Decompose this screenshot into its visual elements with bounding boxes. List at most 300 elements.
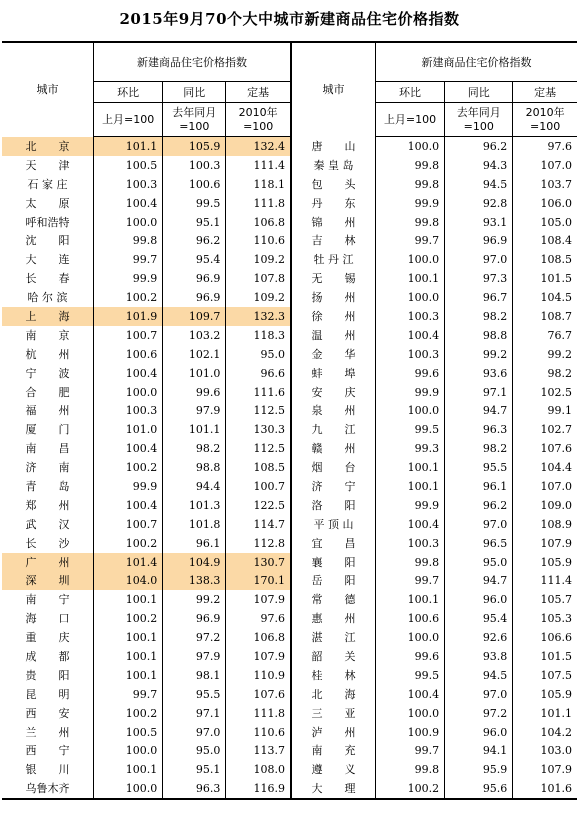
left-mom-cell: 100.3 — [94, 401, 163, 420]
left-yoy-cell: 109.7 — [163, 307, 226, 326]
right-city-cell: 九 江 — [291, 420, 375, 439]
left-city-cell: 长 沙 — [2, 534, 94, 553]
left-mom-cell: 99.9 — [94, 269, 163, 288]
right-city-cell: 常 德 — [291, 590, 375, 609]
left-mom-cell: 100.4 — [94, 364, 163, 383]
table-row — [2, 194, 577, 213]
left-mom-cell: 100.7 — [94, 515, 163, 534]
right-fixed-cell: 105.0 — [540, 215, 572, 229]
left-fixed-cell: 114.7 — [226, 515, 291, 534]
left-mom-cell: 100.2 — [94, 704, 163, 723]
right-fixed-cell: 76.7 — [547, 328, 572, 342]
right-yoy-cell: 93.8 — [445, 647, 513, 666]
right-mom-cell: 99.7 — [375, 231, 444, 250]
left-yoy-cell: 100.6 — [163, 175, 226, 194]
mom-base-left: 上月=100 — [94, 103, 163, 137]
left-city-cell: 呼和浩特 — [2, 213, 94, 232]
left-city-cell: 广 州 — [2, 553, 94, 572]
left-fixed-cell: 132.4 — [226, 137, 291, 156]
right-fixed-cell: 108.7 — [540, 309, 572, 323]
table-row — [2, 439, 577, 458]
right-city-cell: 牡 丹 江 — [291, 250, 375, 269]
left-yoy-cell: 96.2 — [163, 231, 226, 250]
right-fixed-cell: 97.6 — [547, 139, 572, 153]
right-yoy-cell: 96.5 — [445, 534, 513, 553]
left-yoy-cell: 98.2 — [163, 439, 226, 458]
right-mom-cell: 100.0 — [375, 250, 444, 269]
left-mom-cell: 100.0 — [94, 213, 163, 232]
left-mom-cell: 104.0 — [94, 571, 163, 590]
right-city-cell: 泉 州 — [291, 401, 375, 420]
right-fixed-cell: 102.5 — [540, 385, 572, 399]
right-fixed-cell: 108.4 — [540, 234, 572, 248]
left-yoy-cell: 138.3 — [163, 571, 226, 590]
right-city-cell: 遵 义 — [291, 760, 375, 779]
left-fixed-cell: 111.6 — [226, 383, 291, 402]
left-fixed-cell: 95.0 — [226, 345, 291, 364]
left-city-cell: 海 口 — [2, 609, 94, 628]
yoy-header-left: 同比 — [163, 82, 226, 103]
left-mom-cell: 100.2 — [94, 609, 163, 628]
right-fixed-cell: 104.2 — [540, 725, 572, 739]
left-city-cell: 哈 尔 滨 — [2, 288, 94, 307]
right-mom-cell: 99.8 — [375, 156, 444, 175]
left-city-cell: 郑 州 — [2, 496, 94, 515]
left-mom-cell: 100.0 — [94, 383, 163, 402]
left-mom-cell: 101.0 — [94, 420, 163, 439]
left-yoy-cell: 96.9 — [163, 609, 226, 628]
left-yoy-cell: 97.1 — [163, 704, 226, 723]
left-fixed-cell: 106.8 — [226, 213, 291, 232]
left-mom-cell: 101.1 — [94, 137, 163, 156]
left-yoy-cell: 95.4 — [163, 250, 226, 269]
left-yoy-cell: 96.9 — [163, 269, 226, 288]
right-city-cell: 金 华 — [291, 345, 375, 364]
left-yoy-cell: 94.4 — [163, 477, 226, 496]
right-fixed-cell: 101.1 — [540, 706, 572, 720]
left-city-cell: 贵 阳 — [2, 666, 94, 685]
right-yoy-cell: 95.0 — [445, 553, 513, 572]
left-yoy-cell: 101.8 — [163, 515, 226, 534]
right-mom-cell: 99.9 — [375, 383, 444, 402]
table-row — [2, 779, 577, 799]
left-city-cell: 成 都 — [2, 647, 94, 666]
table-body — [2, 137, 577, 800]
right-mom-cell: 99.8 — [375, 553, 444, 572]
right-mom-cell: 100.1 — [375, 590, 444, 609]
right-mom-cell: 100.9 — [375, 723, 444, 742]
left-fixed-cell: 108.0 — [226, 760, 291, 779]
right-city-cell: 温 州 — [291, 326, 375, 345]
right-fixed-cell: 106.6 — [540, 631, 572, 645]
left-city-cell: 沈 阳 — [2, 231, 94, 250]
right-fixed-cell: 101.5 — [540, 272, 572, 286]
left-fixed-cell: 109.2 — [226, 250, 291, 269]
table-row — [2, 269, 577, 288]
table-row — [2, 458, 577, 477]
left-mom-cell: 101.4 — [94, 553, 163, 572]
left-yoy-cell: 95.1 — [163, 760, 226, 779]
right-city-cell: 桂 林 — [291, 666, 375, 685]
left-fixed-cell: 122.5 — [226, 496, 291, 515]
left-city-cell: 北 京 — [2, 137, 94, 156]
right-mom-cell: 99.6 — [375, 647, 444, 666]
right-fixed-cell: 108.9 — [540, 517, 572, 531]
left-yoy-cell: 99.2 — [163, 590, 226, 609]
left-city-cell: 西 安 — [2, 704, 94, 723]
right-fixed-cell: 105.7 — [540, 593, 572, 607]
left-mom-cell: 100.5 — [94, 723, 163, 742]
right-yoy-cell: 94.5 — [445, 666, 513, 685]
left-city-cell: 厦 门 — [2, 420, 94, 439]
right-mom-cell: 100.1 — [375, 477, 444, 496]
right-yoy-cell: 96.1 — [445, 477, 513, 496]
table-row — [2, 553, 577, 572]
right-mom-cell: 100.4 — [375, 515, 444, 534]
left-yoy-cell: 101.3 — [163, 496, 226, 515]
left-yoy-cell: 97.0 — [163, 723, 226, 742]
right-fixed-cell: 99.1 — [547, 404, 572, 418]
left-yoy-cell: 96.1 — [163, 534, 226, 553]
right-yoy-cell: 92.6 — [445, 628, 513, 647]
left-fixed-cell: 110.6 — [226, 723, 291, 742]
right-yoy-cell: 98.2 — [445, 439, 513, 458]
right-fixed-cell: 109.0 — [540, 498, 572, 512]
right-yoy-cell: 97.2 — [445, 704, 513, 723]
right-mom-cell: 100.3 — [375, 534, 444, 553]
left-mom-cell: 100.2 — [94, 458, 163, 477]
left-city-cell: 长 春 — [2, 269, 94, 288]
yoy-base-right: 去年同月 =100 — [445, 103, 513, 137]
left-city-cell: 天 津 — [2, 156, 94, 175]
right-mom-cell: 99.5 — [375, 666, 444, 685]
right-mom-cell: 100.1 — [375, 458, 444, 477]
table-row — [2, 628, 577, 647]
right-yoy-cell: 94.3 — [445, 156, 513, 175]
right-city-cell: 泸 州 — [291, 723, 375, 742]
yoy-base-left: 去年同月 =100 — [163, 103, 226, 137]
fixed-header-left: 定基 — [226, 82, 291, 103]
right-mom-cell: 99.6 — [375, 364, 444, 383]
table-row — [2, 420, 577, 439]
right-fixed-cell: 107.6 — [540, 442, 572, 456]
left-fixed-cell: 110.6 — [226, 231, 291, 250]
table-row — [2, 609, 577, 628]
right-city-cell: 大 理 — [291, 779, 375, 799]
right-fixed-cell: 102.7 — [540, 423, 572, 437]
left-fixed-cell: 107.9 — [226, 590, 291, 609]
right-yoy-cell: 94.7 — [445, 401, 513, 420]
right-fixed-cell: 105.3 — [540, 612, 572, 626]
table-row — [2, 515, 577, 534]
right-yoy-cell: 96.2 — [445, 137, 513, 156]
right-city-cell: 济 宁 — [291, 477, 375, 496]
table-row — [2, 742, 577, 761]
right-mom-cell: 99.7 — [375, 742, 444, 761]
right-city-cell: 无 锡 — [291, 269, 375, 288]
left-mom-cell: 100.1 — [94, 666, 163, 685]
right-yoy-cell: 95.6 — [445, 779, 513, 799]
page-title: 2015年9月70个大中城市新建商品住宅价格指数 — [119, 10, 460, 28]
right-yoy-cell: 93.6 — [445, 364, 513, 383]
right-yoy-cell: 96.0 — [445, 590, 513, 609]
right-city-cell: 三 亚 — [291, 704, 375, 723]
city-header-right: 城市 — [291, 42, 375, 137]
left-yoy-cell: 95.1 — [163, 213, 226, 232]
right-yoy-cell: 95.5 — [445, 458, 513, 477]
left-mom-cell: 100.0 — [94, 779, 163, 799]
left-city-cell: 宁 波 — [2, 364, 94, 383]
right-yoy-cell: 95.4 — [445, 609, 513, 628]
right-city-cell: 烟 台 — [291, 458, 375, 477]
left-city-cell: 南 京 — [2, 326, 94, 345]
left-mom-cell: 99.8 — [94, 231, 163, 250]
left-fixed-cell: 110.9 — [226, 666, 291, 685]
left-fixed-cell: 130.3 — [226, 420, 291, 439]
mom-header-right: 环比 — [375, 82, 444, 103]
right-yoy-cell: 94.1 — [445, 742, 513, 761]
right-fixed-cell: 106.0 — [540, 196, 572, 210]
left-fixed-cell: 112.5 — [226, 439, 291, 458]
left-yoy-cell: 97.9 — [163, 647, 226, 666]
right-yoy-cell: 97.1 — [445, 383, 513, 402]
table-row — [2, 571, 577, 590]
left-city-cell: 武 汉 — [2, 515, 94, 534]
right-yoy-cell: 94.5 — [445, 175, 513, 194]
left-city-cell: 昆 明 — [2, 685, 94, 704]
index-group-header-right: 新建商品住宅价格指数 — [375, 42, 577, 82]
left-fixed-cell: 97.6 — [226, 609, 291, 628]
left-yoy-cell: 103.2 — [163, 326, 226, 345]
right-city-cell: 徐 州 — [291, 307, 375, 326]
left-mom-cell: 100.2 — [94, 288, 163, 307]
right-mom-cell: 100.4 — [375, 326, 444, 345]
right-city-cell: 吉 林 — [291, 231, 375, 250]
right-mom-cell: 100.6 — [375, 609, 444, 628]
left-fixed-cell: 107.9 — [226, 647, 291, 666]
left-city-cell: 大 连 — [2, 250, 94, 269]
right-fixed-cell: 101.5 — [540, 649, 572, 663]
city-header-left: 城市 — [2, 42, 94, 137]
left-city-cell: 福 州 — [2, 401, 94, 420]
right-city-cell: 岳 阳 — [291, 571, 375, 590]
left-city-cell: 合 肥 — [2, 383, 94, 402]
fixed-base-left: 2010年 =100 — [226, 103, 291, 137]
table-row — [2, 666, 577, 685]
left-yoy-cell: 99.6 — [163, 383, 226, 402]
table-row — [2, 326, 577, 345]
right-mom-cell: 99.5 — [375, 420, 444, 439]
table-row — [2, 383, 577, 402]
left-yoy-cell: 96.3 — [163, 779, 226, 799]
left-yoy-cell: 95.5 — [163, 685, 226, 704]
right-mom-cell: 99.9 — [375, 496, 444, 515]
left-fixed-cell: 112.5 — [226, 401, 291, 420]
right-fixed-cell: 103.7 — [540, 177, 572, 191]
right-city-cell: 锦 州 — [291, 213, 375, 232]
right-yoy-cell: 96.0 — [445, 723, 513, 742]
right-fixed-cell: 103.0 — [540, 744, 572, 758]
right-fixed-cell: 104.4 — [540, 461, 572, 475]
left-mom-cell: 100.3 — [94, 175, 163, 194]
table-row — [2, 647, 577, 666]
left-city-cell: 济 南 — [2, 458, 94, 477]
left-yoy-cell: 99.5 — [163, 194, 226, 213]
table-row — [2, 723, 577, 742]
left-fixed-cell: 118.1 — [226, 175, 291, 194]
table-row — [2, 137, 577, 156]
left-city-cell: 杭 州 — [2, 345, 94, 364]
left-city-cell: 青 岛 — [2, 477, 94, 496]
right-yoy-cell: 97.0 — [445, 685, 513, 704]
left-mom-cell: 99.9 — [94, 477, 163, 496]
left-mom-cell: 101.9 — [94, 307, 163, 326]
left-mom-cell: 99.7 — [94, 685, 163, 704]
left-city-cell: 深 圳 — [2, 571, 94, 590]
left-yoy-cell: 98.1 — [163, 666, 226, 685]
left-mom-cell: 99.7 — [94, 250, 163, 269]
left-yoy-cell: 101.1 — [163, 420, 226, 439]
right-mom-cell: 100.0 — [375, 628, 444, 647]
right-city-cell: 宜 昌 — [291, 534, 375, 553]
right-city-cell: 唐 山 — [291, 137, 375, 156]
right-yoy-cell: 97.3 — [445, 269, 513, 288]
table-row — [2, 213, 577, 232]
right-city-cell: 湛 江 — [291, 628, 375, 647]
right-mom-cell: 99.8 — [375, 760, 444, 779]
table-row — [2, 307, 577, 326]
left-yoy-cell: 95.0 — [163, 742, 226, 761]
right-mom-cell: 100.4 — [375, 685, 444, 704]
right-yoy-cell: 98.2 — [445, 307, 513, 326]
right-fixed-cell: 104.5 — [540, 291, 572, 305]
right-fixed-cell: 108.5 — [540, 253, 572, 267]
left-city-cell: 乌鲁木齐 — [2, 779, 94, 799]
left-fixed-cell: 130.7 — [226, 553, 291, 572]
right-city-cell: 南 充 — [291, 742, 375, 761]
left-mom-cell: 100.4 — [94, 194, 163, 213]
table-row — [2, 345, 577, 364]
left-fixed-cell: 170.1 — [226, 571, 291, 590]
left-city-cell: 南 昌 — [2, 439, 94, 458]
right-yoy-cell: 95.9 — [445, 760, 513, 779]
left-yoy-cell: 97.2 — [163, 628, 226, 647]
left-mom-cell: 100.1 — [94, 628, 163, 647]
left-fixed-cell: 100.7 — [226, 477, 291, 496]
table-row — [2, 704, 577, 723]
right-yoy-cell: 96.2 — [445, 496, 513, 515]
right-mom-cell: 99.8 — [375, 175, 444, 194]
right-city-cell: 韶 关 — [291, 647, 375, 666]
left-fixed-cell: 109.2 — [226, 288, 291, 307]
right-city-cell: 赣 州 — [291, 439, 375, 458]
table-row — [2, 401, 577, 420]
left-fixed-cell: 116.9 — [226, 779, 291, 799]
right-fixed-cell: 98.2 — [547, 366, 572, 380]
right-city-cell: 惠 州 — [291, 609, 375, 628]
right-city-cell: 丹 东 — [291, 194, 375, 213]
left-mom-cell: 100.0 — [94, 742, 163, 761]
right-yoy-cell: 97.0 — [445, 250, 513, 269]
mom-base-right: 上月=100 — [375, 103, 444, 137]
right-mom-cell: 100.1 — [375, 269, 444, 288]
right-city-cell: 扬 州 — [291, 288, 375, 307]
right-mom-cell: 100.0 — [375, 704, 444, 723]
table-header — [2, 42, 577, 137]
right-city-cell: 蚌 埠 — [291, 364, 375, 383]
right-city-cell: 襄 阳 — [291, 553, 375, 572]
table-row — [2, 760, 577, 779]
right-yoy-cell: 99.2 — [445, 345, 513, 364]
left-city-cell: 银 川 — [2, 760, 94, 779]
right-city-cell: 平 顶 山 — [291, 515, 375, 534]
right-mom-cell: 99.7 — [375, 571, 444, 590]
left-yoy-cell: 101.0 — [163, 364, 226, 383]
fixed-base-right: 2010年 =100 — [513, 103, 577, 137]
left-fixed-cell: 111.8 — [226, 194, 291, 213]
right-mom-cell: 99.8 — [375, 213, 444, 232]
right-fixed-cell: 107.9 — [540, 536, 572, 550]
right-yoy-cell: 92.8 — [445, 194, 513, 213]
fixed-header-right: 定基 — [513, 82, 577, 103]
right-yoy-cell: 96.3 — [445, 420, 513, 439]
right-city-cell: 北 海 — [291, 685, 375, 704]
left-fixed-cell: 107.6 — [226, 685, 291, 704]
left-fixed-cell: 112.8 — [226, 534, 291, 553]
right-mom-cell: 99.3 — [375, 439, 444, 458]
table-row — [2, 685, 577, 704]
right-mom-cell: 100.3 — [375, 345, 444, 364]
right-yoy-cell: 94.7 — [445, 571, 513, 590]
left-fixed-cell: 96.6 — [226, 364, 291, 383]
left-fixed-cell: 108.5 — [226, 458, 291, 477]
right-mom-cell: 100.0 — [375, 401, 444, 420]
left-mom-cell: 100.7 — [94, 326, 163, 345]
right-yoy-cell: 98.8 — [445, 326, 513, 345]
left-fixed-cell: 111.4 — [226, 156, 291, 175]
left-city-cell: 重 庆 — [2, 628, 94, 647]
left-fixed-cell: 113.7 — [226, 742, 291, 761]
left-mom-cell: 100.5 — [94, 156, 163, 175]
left-fixed-cell: 107.8 — [226, 269, 291, 288]
left-fixed-cell: 106.8 — [226, 628, 291, 647]
right-fixed-cell: 111.4 — [540, 574, 572, 588]
right-yoy-cell: 93.1 — [445, 213, 513, 232]
left-fixed-cell: 132.3 — [226, 307, 291, 326]
table-row — [2, 364, 577, 383]
right-yoy-cell: 97.0 — [445, 515, 513, 534]
left-city-cell: 上 海 — [2, 307, 94, 326]
left-mom-cell: 100.1 — [94, 647, 163, 666]
table-row — [2, 156, 577, 175]
left-yoy-cell: 100.3 — [163, 156, 226, 175]
right-yoy-cell: 96.7 — [445, 288, 513, 307]
right-fixed-cell: 99.2 — [547, 347, 572, 361]
left-mom-cell: 100.2 — [94, 534, 163, 553]
left-city-cell: 石 家 庄 — [2, 175, 94, 194]
table-row — [2, 496, 577, 515]
right-fixed-cell: 107.9 — [540, 763, 572, 777]
right-mom-cell: 100.0 — [375, 288, 444, 307]
left-fixed-cell: 111.8 — [226, 704, 291, 723]
right-fixed-cell: 107.5 — [540, 668, 572, 682]
right-mom-cell: 100.0 — [375, 137, 444, 156]
table-row — [2, 288, 577, 307]
table-row — [2, 590, 577, 609]
right-city-cell: 秦 皇 岛 — [291, 156, 375, 175]
price-index-table — [2, 41, 577, 800]
left-yoy-cell: 105.9 — [163, 137, 226, 156]
